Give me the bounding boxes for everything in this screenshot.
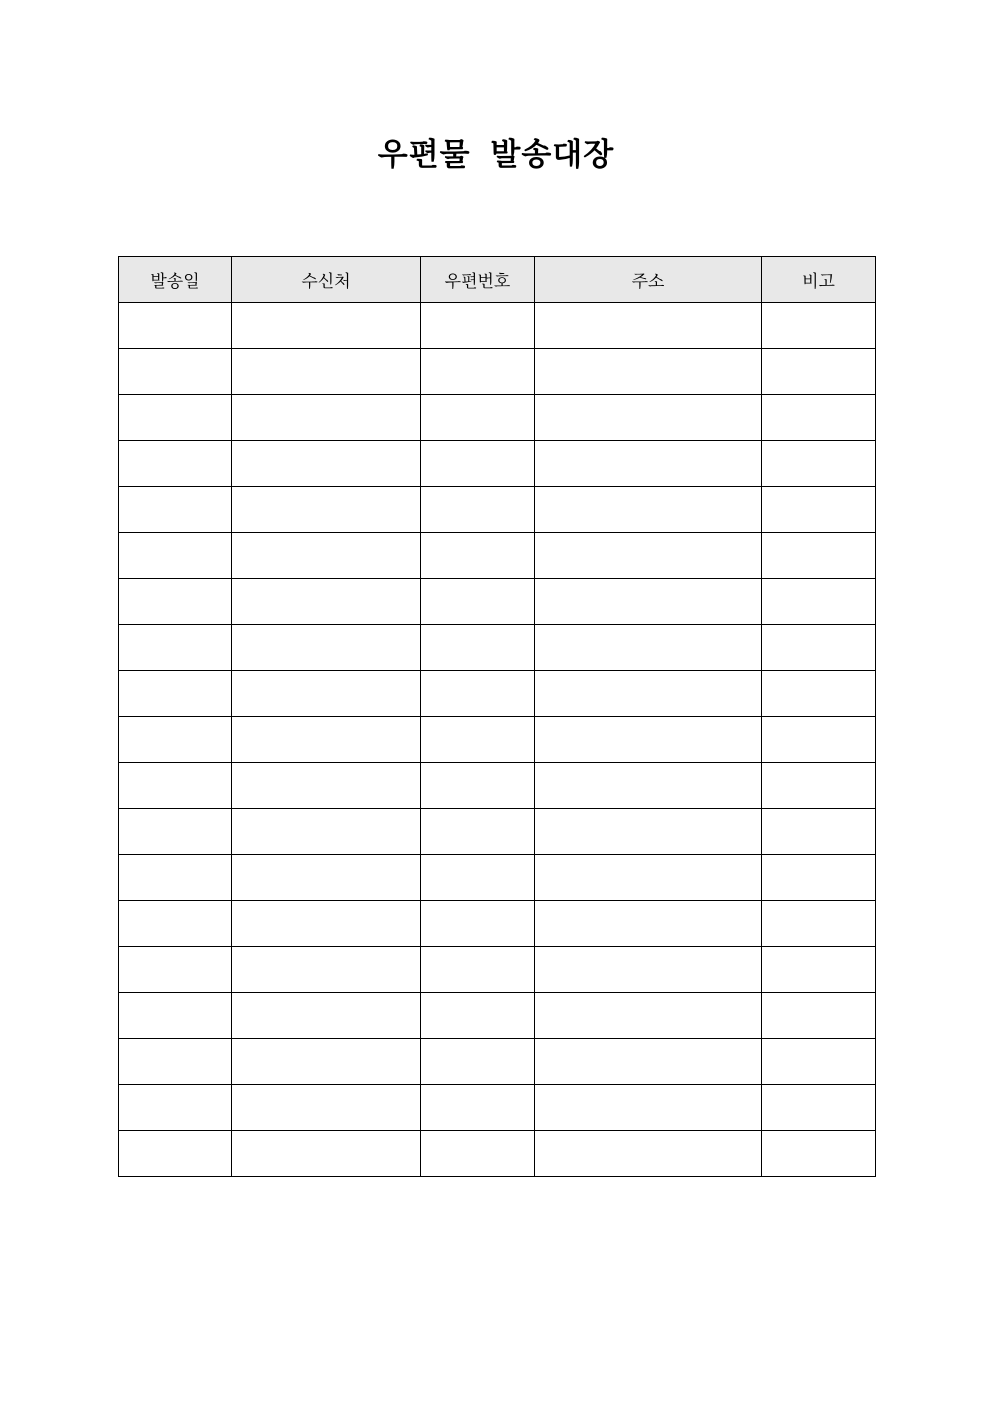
table-row — [119, 1085, 876, 1131]
cell-send-date[interactable] — [119, 855, 232, 901]
cell-recipient[interactable] — [232, 901, 421, 947]
cell-postal-code[interactable] — [421, 303, 535, 349]
cell-address[interactable] — [535, 763, 762, 809]
cell-address[interactable] — [535, 671, 762, 717]
cell-recipient[interactable] — [232, 993, 421, 1039]
cell-send-date[interactable] — [119, 579, 232, 625]
cell-recipient[interactable] — [232, 579, 421, 625]
cell-remarks[interactable] — [762, 487, 876, 533]
cell-recipient[interactable] — [232, 533, 421, 579]
cell-postal-code[interactable] — [421, 1039, 535, 1085]
cell-send-date[interactable] — [119, 1085, 232, 1131]
cell-postal-code[interactable] — [421, 579, 535, 625]
table-row — [119, 349, 876, 395]
table-body — [119, 303, 876, 1177]
cell-remarks[interactable] — [762, 395, 876, 441]
cell-remarks[interactable] — [762, 763, 876, 809]
table-row — [119, 809, 876, 855]
cell-recipient[interactable] — [232, 441, 421, 487]
cell-recipient[interactable] — [232, 809, 421, 855]
cell-send-date[interactable] — [119, 349, 232, 395]
cell-postal-code[interactable] — [421, 671, 535, 717]
cell-address[interactable] — [535, 579, 762, 625]
table-header-row — [119, 257, 876, 303]
cell-address[interactable] — [535, 1039, 762, 1085]
cell-address[interactable] — [535, 1131, 762, 1177]
table-row — [119, 763, 876, 809]
cell-remarks[interactable] — [762, 809, 876, 855]
table-row — [119, 1131, 876, 1177]
cell-address[interactable] — [535, 855, 762, 901]
cell-address[interactable] — [535, 717, 762, 763]
cell-send-date[interactable] — [119, 671, 232, 717]
cell-address[interactable] — [535, 993, 762, 1039]
cell-send-date[interactable] — [119, 487, 232, 533]
cell-recipient[interactable] — [232, 303, 421, 349]
cell-address[interactable] — [535, 533, 762, 579]
cell-remarks[interactable] — [762, 303, 876, 349]
cell-send-date[interactable] — [119, 901, 232, 947]
cell-send-date[interactable] — [119, 395, 232, 441]
cell-address[interactable] — [535, 809, 762, 855]
cell-remarks[interactable] — [762, 441, 876, 487]
cell-recipient[interactable] — [232, 947, 421, 993]
cell-postal-code[interactable] — [421, 947, 535, 993]
cell-postal-code[interactable] — [421, 993, 535, 1039]
cell-remarks[interactable] — [762, 855, 876, 901]
cell-send-date[interactable] — [119, 625, 232, 671]
cell-postal-code[interactable] — [421, 901, 535, 947]
cell-postal-code[interactable] — [421, 1085, 535, 1131]
cell-postal-code[interactable] — [421, 533, 535, 579]
table-row — [119, 303, 876, 349]
table-row — [119, 1039, 876, 1085]
table-row — [119, 947, 876, 993]
cell-send-date[interactable] — [119, 763, 232, 809]
cell-send-date[interactable] — [119, 947, 232, 993]
cell-postal-code[interactable] — [421, 1131, 535, 1177]
cell-address[interactable] — [535, 1085, 762, 1131]
header-recipient: 수신처 — [232, 257, 421, 303]
cell-address[interactable] — [535, 303, 762, 349]
cell-postal-code[interactable] — [421, 717, 535, 763]
cell-remarks[interactable] — [762, 1085, 876, 1131]
table-row — [119, 717, 876, 763]
cell-remarks[interactable] — [762, 579, 876, 625]
cell-postal-code[interactable] — [421, 625, 535, 671]
table-row — [119, 533, 876, 579]
cell-send-date[interactable] — [119, 1131, 232, 1177]
cell-address[interactable] — [535, 901, 762, 947]
cell-recipient[interactable] — [232, 855, 421, 901]
cell-recipient[interactable] — [232, 1131, 421, 1177]
mail-log-table — [118, 256, 876, 1177]
cell-address[interactable] — [535, 487, 762, 533]
cell-recipient[interactable] — [232, 763, 421, 809]
cell-remarks[interactable] — [762, 1131, 876, 1177]
cell-recipient[interactable] — [232, 1085, 421, 1131]
cell-recipient[interactable] — [232, 625, 421, 671]
cell-recipient[interactable] — [232, 1039, 421, 1085]
cell-recipient[interactable] — [232, 395, 421, 441]
table-row — [119, 993, 876, 1039]
cell-send-date[interactable] — [119, 533, 232, 579]
cell-postal-code[interactable] — [421, 349, 535, 395]
cell-postal-code[interactable] — [421, 809, 535, 855]
cell-remarks[interactable] — [762, 993, 876, 1039]
cell-send-date[interactable] — [119, 993, 232, 1039]
cell-address[interactable] — [535, 947, 762, 993]
page-title: 우편물 발송대장 — [377, 137, 615, 173]
cell-recipient[interactable] — [232, 487, 421, 533]
cell-remarks[interactable] — [762, 901, 876, 947]
cell-send-date[interactable] — [119, 717, 232, 763]
cell-address[interactable] — [535, 395, 762, 441]
cell-remarks[interactable] — [762, 349, 876, 395]
table-row — [119, 625, 876, 671]
cell-send-date[interactable] — [119, 809, 232, 855]
cell-postal-code[interactable] — [421, 763, 535, 809]
cell-recipient[interactable] — [232, 671, 421, 717]
cell-remarks[interactable] — [762, 947, 876, 993]
table-row — [119, 487, 876, 533]
table-row — [119, 855, 876, 901]
cell-postal-code[interactable] — [421, 395, 535, 441]
cell-send-date[interactable] — [119, 1039, 232, 1085]
cell-address[interactable] — [535, 349, 762, 395]
header-send-date: 발송일 — [119, 257, 232, 303]
cell-address[interactable] — [535, 441, 762, 487]
table-row — [119, 395, 876, 441]
cell-address[interactable] — [535, 625, 762, 671]
cell-recipient[interactable] — [232, 349, 421, 395]
cell-remarks[interactable] — [762, 671, 876, 717]
cell-postal-code[interactable] — [421, 855, 535, 901]
cell-recipient[interactable] — [232, 717, 421, 763]
cell-postal-code[interactable] — [421, 487, 535, 533]
header-address: 주소 — [535, 257, 762, 303]
cell-send-date[interactable] — [119, 303, 232, 349]
header-remarks: 비고 — [762, 257, 876, 303]
cell-postal-code[interactable] — [421, 441, 535, 487]
header-postal-code: 우편번호 — [421, 257, 535, 303]
cell-remarks[interactable] — [762, 625, 876, 671]
cell-remarks[interactable] — [762, 717, 876, 763]
table-row — [119, 671, 876, 717]
cell-remarks[interactable] — [762, 1039, 876, 1085]
table-row — [119, 579, 876, 625]
table-row — [119, 901, 876, 947]
cell-send-date[interactable] — [119, 441, 232, 487]
cell-remarks[interactable] — [762, 533, 876, 579]
table-row — [119, 441, 876, 487]
